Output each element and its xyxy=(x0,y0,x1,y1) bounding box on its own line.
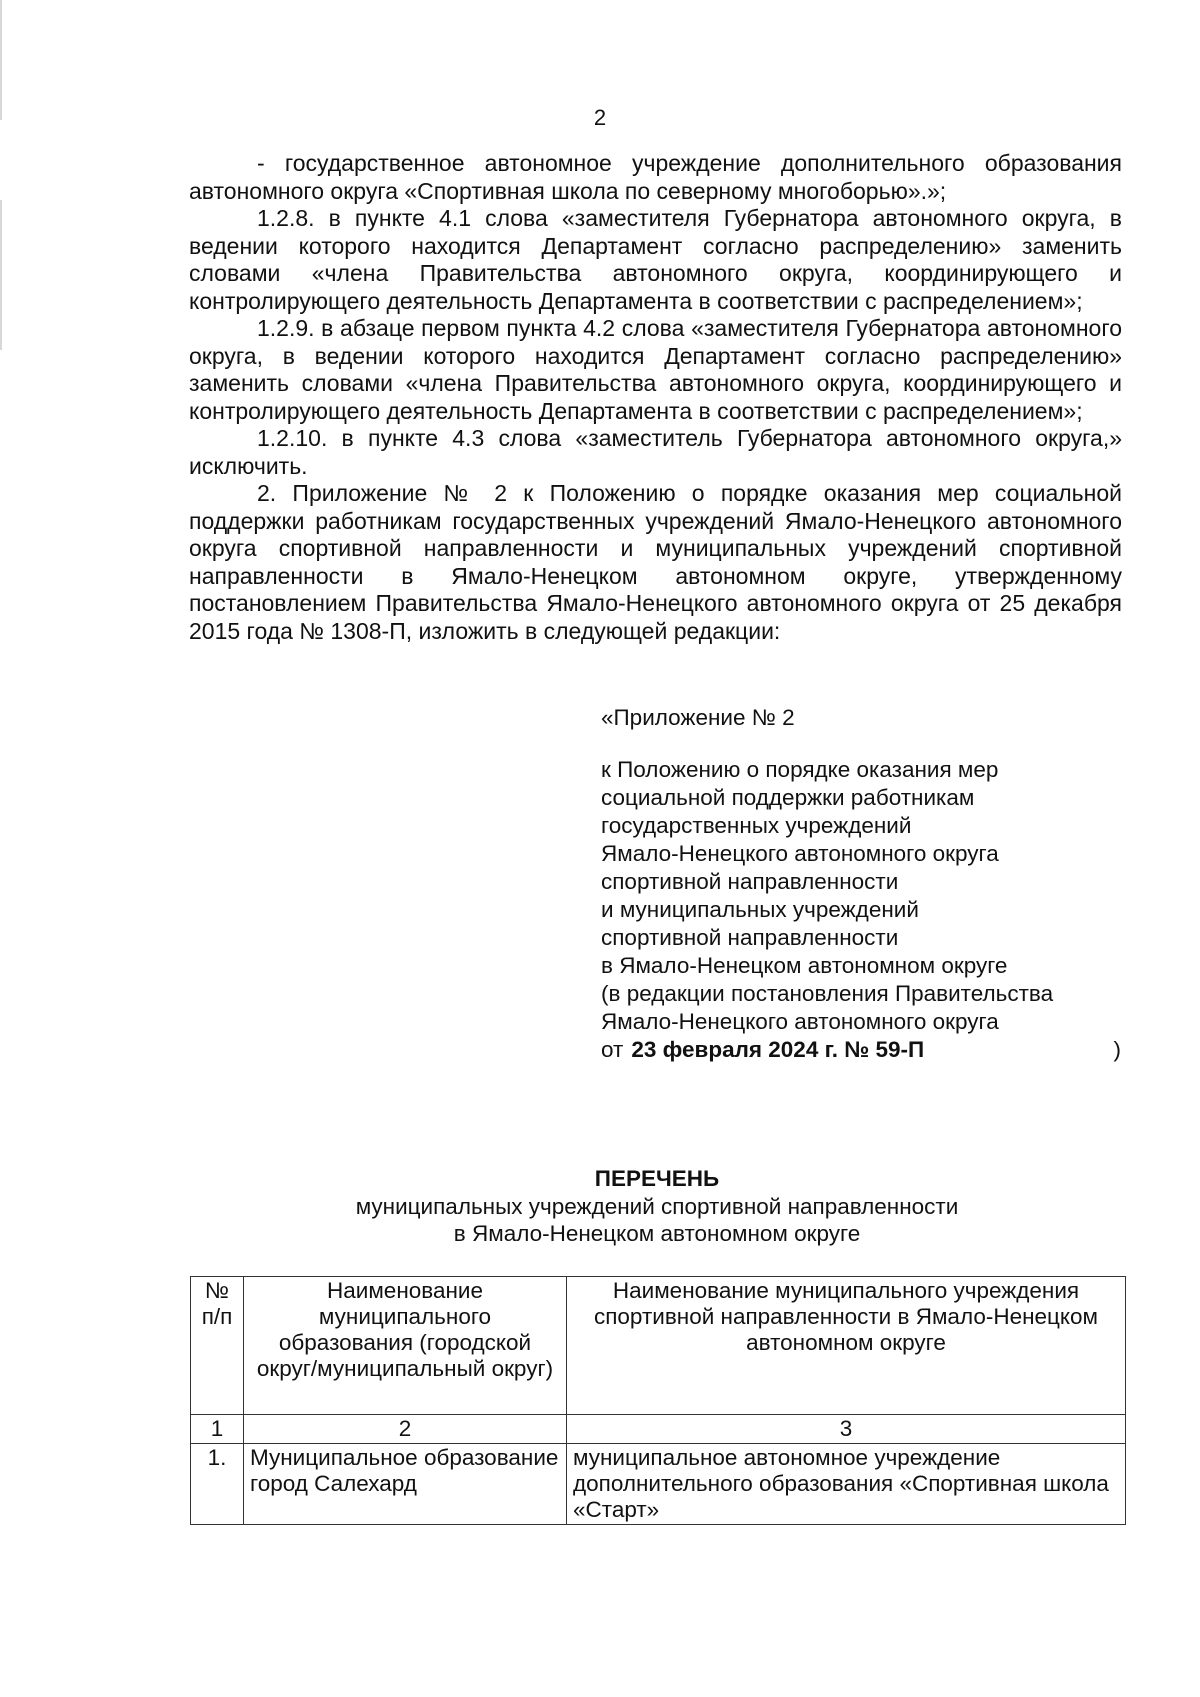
table-column-numbers-row xyxy=(191,1415,1126,1444)
annex-date-line xyxy=(601,1036,1131,1064)
row-number-cell: 1. xyxy=(191,1444,244,1525)
column-number-cell: 1 xyxy=(191,1415,244,1444)
paragraph: 1.2.9. в абзаце первом пункта 4.2 слова «заместителя Губернатора автономного округа, в ведении которого находится Департамент согласно распределению» заменить словами «члена Правительства автономного округа, координирующего и контролирующего деятельность Департамента в соответствии с распределением»; xyxy=(189,315,1122,424)
annex-line: и муниципальных учреждений xyxy=(601,897,919,922)
annex-line: к Положению о порядке оказания мер xyxy=(601,757,999,782)
annex-header xyxy=(601,705,1131,1064)
list-subtitle-line: в Ямало-Ненецком автономном округе xyxy=(453,1221,861,1246)
annex-line: спортивной направленности xyxy=(601,925,899,950)
annex-line: Ямало-Ненецкого автономного округа xyxy=(601,841,999,866)
body-text xyxy=(189,150,1122,645)
paragraph: 1.2.8. в пункте 4.1 слова «заместителя Губернатора автономного округа, в ведении которого находится Департамент согласно распределению» заменить словами «члена Правительства автономного округа, координирующего и контролирующего деятельность Департамента в соответствии с распределением»; xyxy=(189,205,1122,314)
annex-heading: «Приложение № 2 xyxy=(601,705,795,730)
header-cell-number: № п/п xyxy=(191,1277,244,1415)
list-subtitle-line: муниципальных учреждений спортивной направленности xyxy=(355,1194,959,1219)
paragraph: 2. Приложение № 2 к Положению о порядке оказания мер социальной поддержки работникам государственных учреждений Ямало-Ненецкого автономного округа спортивной направленности и муниципальных учреждений спортивной направленности в Ямало-Ненецком автономном округе, утвержденному постановлением Правительства Ямало-Ненецкого автономного округа от 25 декабря 2015 года № 1308-П, изложить в следующей редакции: xyxy=(189,480,1122,644)
annex-line: спортивной направленности xyxy=(601,869,899,894)
institutions-table xyxy=(190,1276,1126,1525)
annex-line: Ямало-Ненецкого автономного округа xyxy=(601,1009,999,1034)
annex-line: (в редакции постановления Правительства xyxy=(601,981,1054,1006)
table-header-row xyxy=(191,1277,1126,1415)
annex-line: социальной поддержки работникам xyxy=(601,785,975,810)
paragraph: - государственное автономное учреждение дополнительного образования автономного округа «Спортивная школа по северному многоборью».»; xyxy=(189,150,1122,204)
list-title: ПЕРЕЧЕНЬ xyxy=(594,1166,720,1191)
paragraph: 1.2.10. в пункте 4.3 слова «заместитель Губернатора автономного округа,» исключить. xyxy=(189,425,1122,479)
table-row xyxy=(191,1444,1126,1525)
scan-edge-shadow xyxy=(0,0,2,120)
annex-date-value: 23 февраля 2024 г. № 59-П xyxy=(631,1037,925,1062)
annex-date-prefix: от xyxy=(601,1037,624,1062)
header-cell-institution: Наименование муниципального учреждения спортивной направленности в Ямало-Ненецком автономном округе xyxy=(567,1277,1126,1415)
annex-line: в Ямало-Ненецком автономном округе xyxy=(601,953,1008,978)
page-number: 2 xyxy=(593,105,607,130)
column-number-cell: 3 xyxy=(567,1415,1126,1444)
scan-edge-shadow xyxy=(0,200,2,350)
row-municipality-cell: Муниципальное образование город Салехард xyxy=(244,1444,567,1525)
header-cell-municipality: Наименование муниципального образования (городской округ/муниципальный округ) xyxy=(244,1277,567,1415)
annex-date-suffix: ) xyxy=(1113,1037,1121,1062)
column-number-cell: 2 xyxy=(244,1415,567,1444)
list-subtitle xyxy=(0,1193,1200,1247)
annex-line: государственных учреждений xyxy=(601,813,912,838)
row-institution-cell: муниципальное автономное учреждение дополнительного образования «Спортивная школа «Старт» xyxy=(567,1444,1126,1525)
